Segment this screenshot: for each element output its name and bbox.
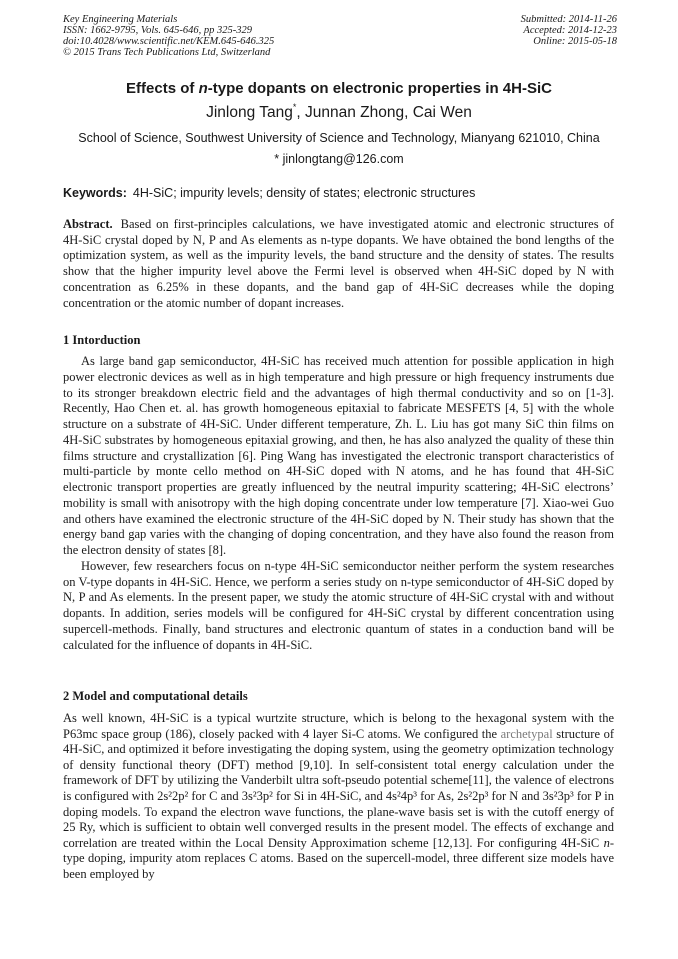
text-run: structure of 4H-SiC, and optimized it before investigating the doping system, using the geometry optimization technology of density functional theory (DFT) method [9,10]. In self-consistent total energy calculation under the framework of DFT by utilizing the Vanderbilt ultra soft-pseudo potential scheme[11], the valence of electrons is configured with bbox=[63, 726, 614, 803]
paragraph: However, few researchers focus on n-type 4H-SiC semiconductor neither perform the system researches on V-type dopants in 4H-SiC. Hence, we perform a series study on n-type semiconductor of 4H-SiC doped by N, P and As elements. In the present paper, we study the atomic structure of 4H-SiC crystal with and without dopants. In addition, series models will be configured for 4H-SiC crystal by different concentration using supercell-methods. Finally, band structures and electronic quantum of states in a conduction band will be calculated for the influence of dopants in 4H-SiC. bbox=[63, 558, 614, 652]
journal-meta bbox=[63, 14, 274, 58]
section-2-heading: 2 Model and computational details bbox=[63, 689, 248, 703]
paragraph: As large band gap semiconductor, 4H-SiC has received much attention for possible application in high power electronic devices as well as in high temperature and high pressure or high frequency instruments due to its stronger breakdown electric field and the advantages of high thermal conductivity and so on [1-3]. Recently, Hao Chen et. al. has growth homogeneous epitaxial to fabricate MESFETS [4, 5] with the whole structure on a substrate of 4H-SiC. Under different temperature, Zh. L. Liu has got many SiC thin films on 4H-SiC substrates by homogeneous epitaxial growing, and then, he has also analyzed the quality of these thin films structure and crystallization [6]. Ping Wang has investigated the electronic transport characteristics of multi-particle by monte cello method on 4H-SiC doped with N atoms, and he has found that 4H-SiC electronic transport properties are greatly influenced by the neutral impurity scattering; 4H-SiC electrons’ mobility is small with anisotropy with the high doping concentrate under low temperature [7]. Xiao-wei Guo and others have examined the electronic structure of the 4H-SiC doped by N. Their study has shown that the energy band gap varies with the changing of doping concentration, and they have also found the reason from the electron density of states [8]. bbox=[63, 354, 614, 557]
author-email[interactable]: * jinlongtang@126.com bbox=[274, 152, 404, 166]
keywords-label: Keywords: bbox=[63, 186, 127, 200]
doi-line[interactable]: doi:10.4028/www.scientific.net/KEM.645-646.325 bbox=[63, 36, 275, 47]
abstract bbox=[63, 217, 614, 311]
section-1-heading: 1 Intorduction bbox=[63, 333, 141, 347]
submitted-date: Submitted: 2014-11-26 bbox=[520, 14, 617, 25]
paragraph bbox=[63, 711, 614, 883]
section-1-body bbox=[63, 354, 614, 653]
corresponding-mark: * bbox=[292, 102, 297, 112]
text-run: As well known, 4H-SiC is a typical wurtzite structure, which is belong to the hexagonal system with the P63mc space group (186), closely packed with 4 layer Si-C atoms. We configured the bbox=[63, 711, 614, 741]
author-first: Jinlong Tang bbox=[206, 104, 293, 121]
highlighted-word: archetypal bbox=[500, 726, 553, 741]
abstract-text: Based on first-principles calculations, we have investigated atomic and electronic structures of 4H-SiC crystal doped by N, P and As elements as n-type dopants. We have obtained the bond lengths of the optimization system, as well as the impurity levels, the band structure and the density of states. The results show that the higher impurity level above the Fermi level is observed when 4H-SiC doped by N with concentration as 6.25% in these dopants, and the band gap of 4H-SiC decreases while the doping concentration or the atomic number of dopant increases. bbox=[63, 217, 614, 310]
paper-title bbox=[0, 80, 678, 98]
affiliation: School of Science, Southwest University of Science and Technology, Mianyang 621010, China bbox=[78, 131, 600, 145]
section-2-body bbox=[63, 711, 614, 883]
author-list bbox=[0, 104, 678, 122]
title-italic: n bbox=[198, 80, 208, 97]
issn-line: ISSN: 1662-9795, Vols. 645-646, pp 325-329 bbox=[63, 25, 252, 36]
title-pre: Effects of bbox=[126, 80, 199, 97]
title-post: -type dopants on electronic properties in 4H-SiC bbox=[207, 80, 552, 97]
keywords-line bbox=[63, 186, 623, 201]
abstract-label: Abstract. bbox=[63, 217, 113, 231]
italic-n: n bbox=[603, 835, 610, 850]
dates-meta bbox=[521, 14, 617, 47]
text-run: in doping models. To expand the electron wave functions, the plane-wave basis set is with the cutoff energy of 25 Ry, which is sufficient to obtain well converged results in the present model. The effects of exchange and correlation are treated within the Local Density Approximation scheme [12,13]. For configuring 4H-SiC bbox=[63, 788, 614, 850]
author-rest: , Junnan Zhong, Cai Wen bbox=[296, 104, 472, 121]
journal-name: Key Engineering Materials bbox=[63, 14, 178, 25]
text-run: -type doping, impurity atom replaces C atoms. Based on the supercell-model, three different size models have been employed by bbox=[63, 835, 614, 881]
accepted-date: Accepted: 2014-12-23 bbox=[523, 25, 617, 36]
valence-config: 2s²2p² for C and 3s²3p² for Si in 4H-SiC, and 4s²4p³ for As, 2s²2p³ for N and 3s²3p³ for P bbox=[157, 788, 602, 803]
online-date: Online: 2015-05-18 bbox=[533, 36, 617, 47]
copyright-line: © 2015 Trans Tech Publications Ltd, Switzerland bbox=[63, 47, 271, 58]
keywords-text: 4H-SiC; impurity levels; density of states; electronic structures bbox=[132, 186, 476, 200]
